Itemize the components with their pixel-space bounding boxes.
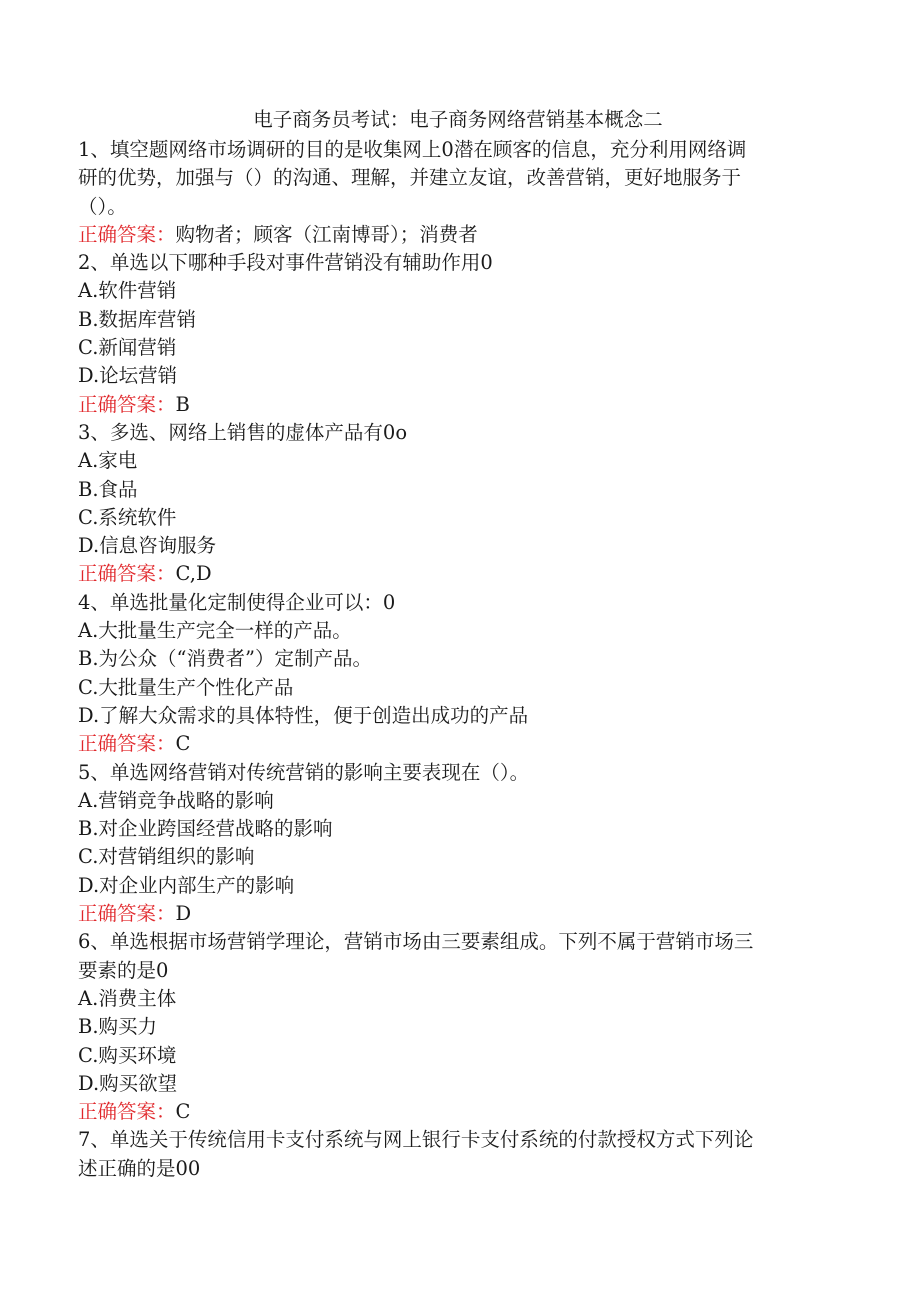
answer-option: D.购买欲望 — [78, 1071, 178, 1095]
answer-option: C.购买环境 — [78, 1043, 177, 1067]
question-text-line: 2、单选以下哪种手段对事件营销没有辅助作用0 — [78, 251, 493, 275]
correct-answer — [78, 391, 838, 419]
answer-option: B.对企业跨国经营战略的影响 — [78, 817, 333, 841]
answer-option: D.对企业内部生产的影响 — [78, 873, 295, 897]
answer-option: B.购买力 — [78, 1015, 158, 1039]
document-page — [78, 104, 838, 1183]
question-text-line: 要素的是0 — [78, 958, 169, 982]
correct-answer-value: D — [175, 902, 192, 926]
question-block — [78, 136, 838, 249]
page-title: 电子商务员考试：电子商务网络营销基本概念二 — [253, 108, 663, 131]
question-block — [78, 419, 838, 589]
answer-option: A.营销竞争战略的影响 — [78, 788, 274, 812]
correct-answer — [78, 560, 838, 588]
answer-option: D.信息咨询服务 — [78, 534, 217, 558]
question-text-line: （）。 — [78, 194, 127, 218]
correct-answer-value: C — [175, 1100, 191, 1124]
answer-option: C.系统软件 — [78, 505, 177, 529]
question-block — [78, 589, 838, 759]
question-text-line: 5、单选网络营销对传统营销的影响主要表现在（）。 — [78, 760, 530, 784]
answer-option: B.食品 — [78, 477, 138, 501]
correct-answer — [78, 1098, 838, 1126]
answer-option: D.论坛营销 — [78, 364, 178, 388]
correct-answer-value: 购物者；顾客（江南博哥）；消费者 — [175, 222, 478, 246]
question-text-line: 7、单选关于传统信用卡支付系统与网上银行卡支付系统的付款授权方式下列论 — [78, 1128, 754, 1152]
question-text-line: 述正确的是00 — [78, 1156, 201, 1180]
answer-option: A.大批量生产完全一样的产品。 — [78, 619, 352, 643]
answer-option: A.消费主体 — [78, 986, 177, 1010]
correct-answer-value: C,D — [175, 562, 212, 586]
question-block — [78, 1126, 838, 1183]
answer-option: A.软件营销 — [78, 279, 177, 303]
question-text-line: 6、单选根据市场营销学理论，营销市场由三要素组成。下列不属于营销市场三 — [78, 930, 754, 954]
correct-answer-label: 正确答案： — [78, 902, 176, 926]
question-block — [78, 928, 838, 1126]
answer-option: B.为公众（“消费者”）定制产品。 — [78, 647, 372, 671]
question-text-line: 3、多选、网络上销售的虚体产品有0o — [78, 420, 408, 444]
correct-answer-label: 正确答案： — [78, 222, 176, 246]
correct-answer-label: 正确答案： — [78, 732, 176, 756]
correct-answer — [78, 221, 838, 249]
correct-answer-label: 正确答案： — [78, 1100, 176, 1124]
answer-option: C.大批量生产个性化产品 — [78, 675, 294, 699]
question-list — [78, 136, 838, 1183]
correct-answer — [78, 900, 838, 928]
answer-option: D.了解大众需求的具体特性，便于创造出成功的产品 — [78, 703, 529, 727]
question-text-line: 研的优势，加强与（）的沟通、理解，并建立友谊，改善营销，更好地服务于 — [78, 166, 742, 190]
answer-option: B.数据库营销 — [78, 307, 197, 331]
answer-option: C.新闻营销 — [78, 336, 177, 360]
question-block — [78, 249, 838, 419]
correct-answer — [78, 730, 838, 758]
correct-answer-value: C — [175, 732, 191, 756]
question-text-line: 1、填空题网络市场调研的目的是收集网上0潜在顾客的信息，充分利用网络调 — [78, 138, 747, 161]
correct-answer-value: B — [175, 392, 190, 416]
answer-option: C.对营销组织的影响 — [78, 845, 255, 869]
question-block — [78, 759, 838, 929]
question-text-line: 4、单选批量化定制使得企业可以：0 — [78, 590, 396, 614]
correct-answer-label: 正确答案： — [78, 562, 176, 586]
correct-answer-label: 正确答案： — [78, 392, 176, 416]
answer-option: A.家电 — [78, 449, 138, 473]
